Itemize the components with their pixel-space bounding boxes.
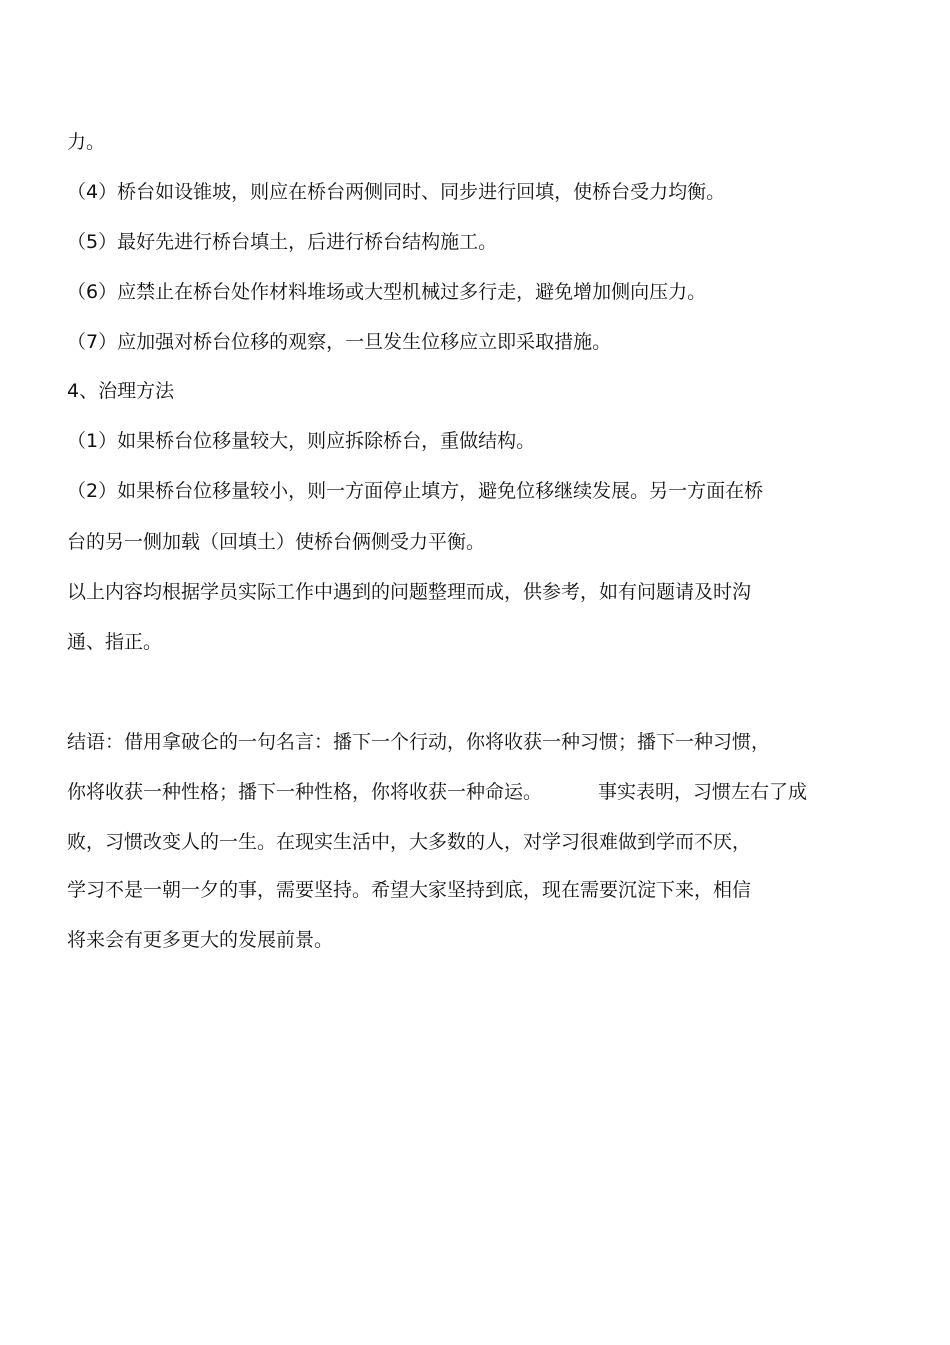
conclusion-line-3: 败，习惯改变人的一生。在现实生活中，大多数的人，对学习很难做到学而不厌， [67,831,752,853]
section-heading-remedy: 4、治理方法 [67,380,175,402]
text-line-item-4: （4）桥台如设锥坡，则应在桥台两侧同时、同步进行回填，使桥台受力均衡。 [67,181,726,203]
text-line-note: 以上内容均根据学员实际工作中遇到的问题整理而成，供参考，如有问题请及时沟 [67,581,752,603]
text-line-remedy-1: （1）如果桥台位移量较大，则应拆除桥台，重做结构。 [67,430,536,452]
conclusion-line-5: 将来会有更多更大的发展前景。 [67,929,334,951]
text-line-item-7: （7）应加强对桥台位移的观察，一旦发生位移应立即采取措施。 [67,331,612,353]
text-line-note-cont: 通、指正。 [67,631,163,653]
conclusion-line-2-part-a: 你将收获一种性格；播下一种性格，你将收获一种命运。 [67,781,543,803]
conclusion-line-2-part-b: 事实表明，习惯左右了成 [598,781,808,803]
conclusion-line-4: 学习不是一朝一夕的事，需要坚持。希望大家坚持到底，现在需要沉淀下来，相信 [67,879,752,901]
text-line-remedy-2-cont: 台的另一侧加载（回填土）使桥台俩侧受力平衡。 [67,531,486,553]
text-line-remedy-2: （2）如果桥台位移量较小，则一方面停止填方，避免位移继续发展。另一方面在桥 [67,480,764,502]
text-line-continuation: 力。 [67,131,106,153]
text-line-item-5: （5）最好先进行桥台填土，后进行桥台结构施工。 [67,231,498,253]
text-line-item-6: （6）应禁止在桥台处作材料堆场或大型机械过多行走，避免增加侧向压力。 [67,281,707,303]
conclusion-line-1: 结语：借用拿破仑的一句名言：播下一个行动，你将收获一种习惯；播下一种习惯， [67,731,771,753]
conclusion-line-2 [67,778,807,806]
